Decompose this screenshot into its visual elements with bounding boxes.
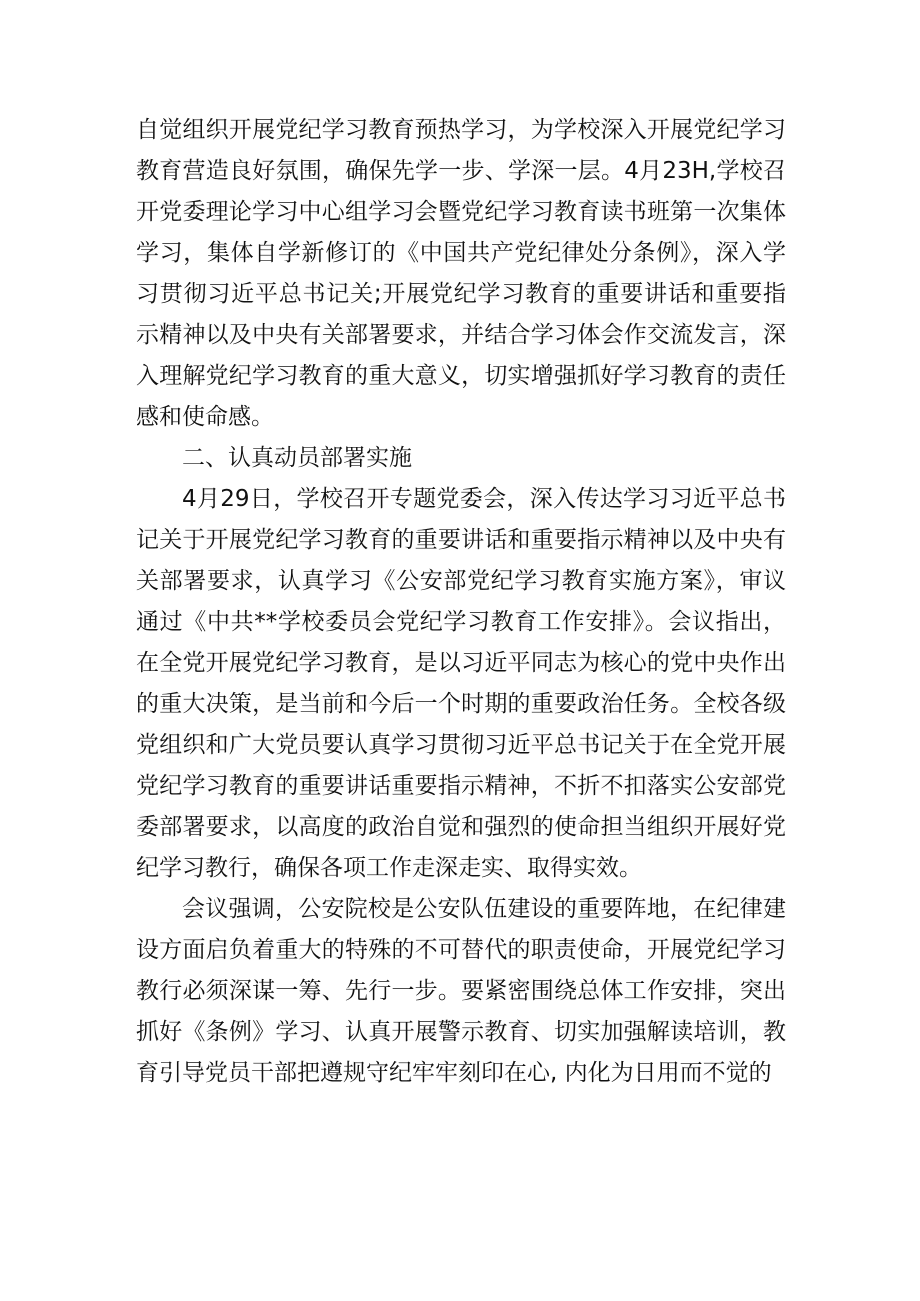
document-body — [136, 110, 786, 1094]
paragraph-emphasis: 会议强调，公安院校是公安队伍建设的重要阵地，在纪律建设方面启负着重大的特殊的不可替代的职责使命，开展党纪学习教行必须深谋一筹、先行一步。要紧密围绕总体工作安排，突出抓好《条例》学习、认真开展警示教育、切实加强解读培训，教育引导党员干部把遵规守纪牢牢刻印在心, 内化为日用而不觉的 — [136, 896, 786, 1086]
paragraph-meeting: 4月29日，学校召开专题党委会，深入传达学习习近平总书记关于开展党纪学习教育的重要讲话和重要指示精神以及中央有关部署要求，认真学习《公安部党纪学习教育实施方案》，审议通过《中共**学校委员会党纪学习教育工作安排》。会议指出，在全党开展党纪学习教育，是以习近平同志为核心的党中央作出的重大决策，是当前和今后一个时期的重要政治任务。全校各级党组织和广大党员要认真学习贯彻习近平总书记关于在全党开展党纪学习教育的重要讲话重要指示精神，不折不扣落实公安部党委部署要求，以高度的政治自觉和强烈的使命担当组织开展好党纪学习教行，确保各项工作走深走实、取得实效。 — [136, 486, 786, 881]
section-heading: 二、认真动员部署实施 — [182, 445, 412, 471]
paragraph-continuation: 自觉组织开展党纪学习教育预热学习，为学校深入开展党纪学习教育营造良好氛围，确保先学一步、学深一层。4月23H,学校召开党委理论学习中心组学习会暨党纪学习教育读书班第一次集体学习，集体自学新修订的《中国共产党纪律处分条例》，深入学习贯彻习近平总书记关;开展党纪学习教育的重要讲话和重要指示精神以及中央有关部署要求，并结合学习体会作交流发言，深入理解党纪学习教育的重大意义，切实增强抓好学习教育的责任感和使命感。 — [136, 117, 786, 430]
